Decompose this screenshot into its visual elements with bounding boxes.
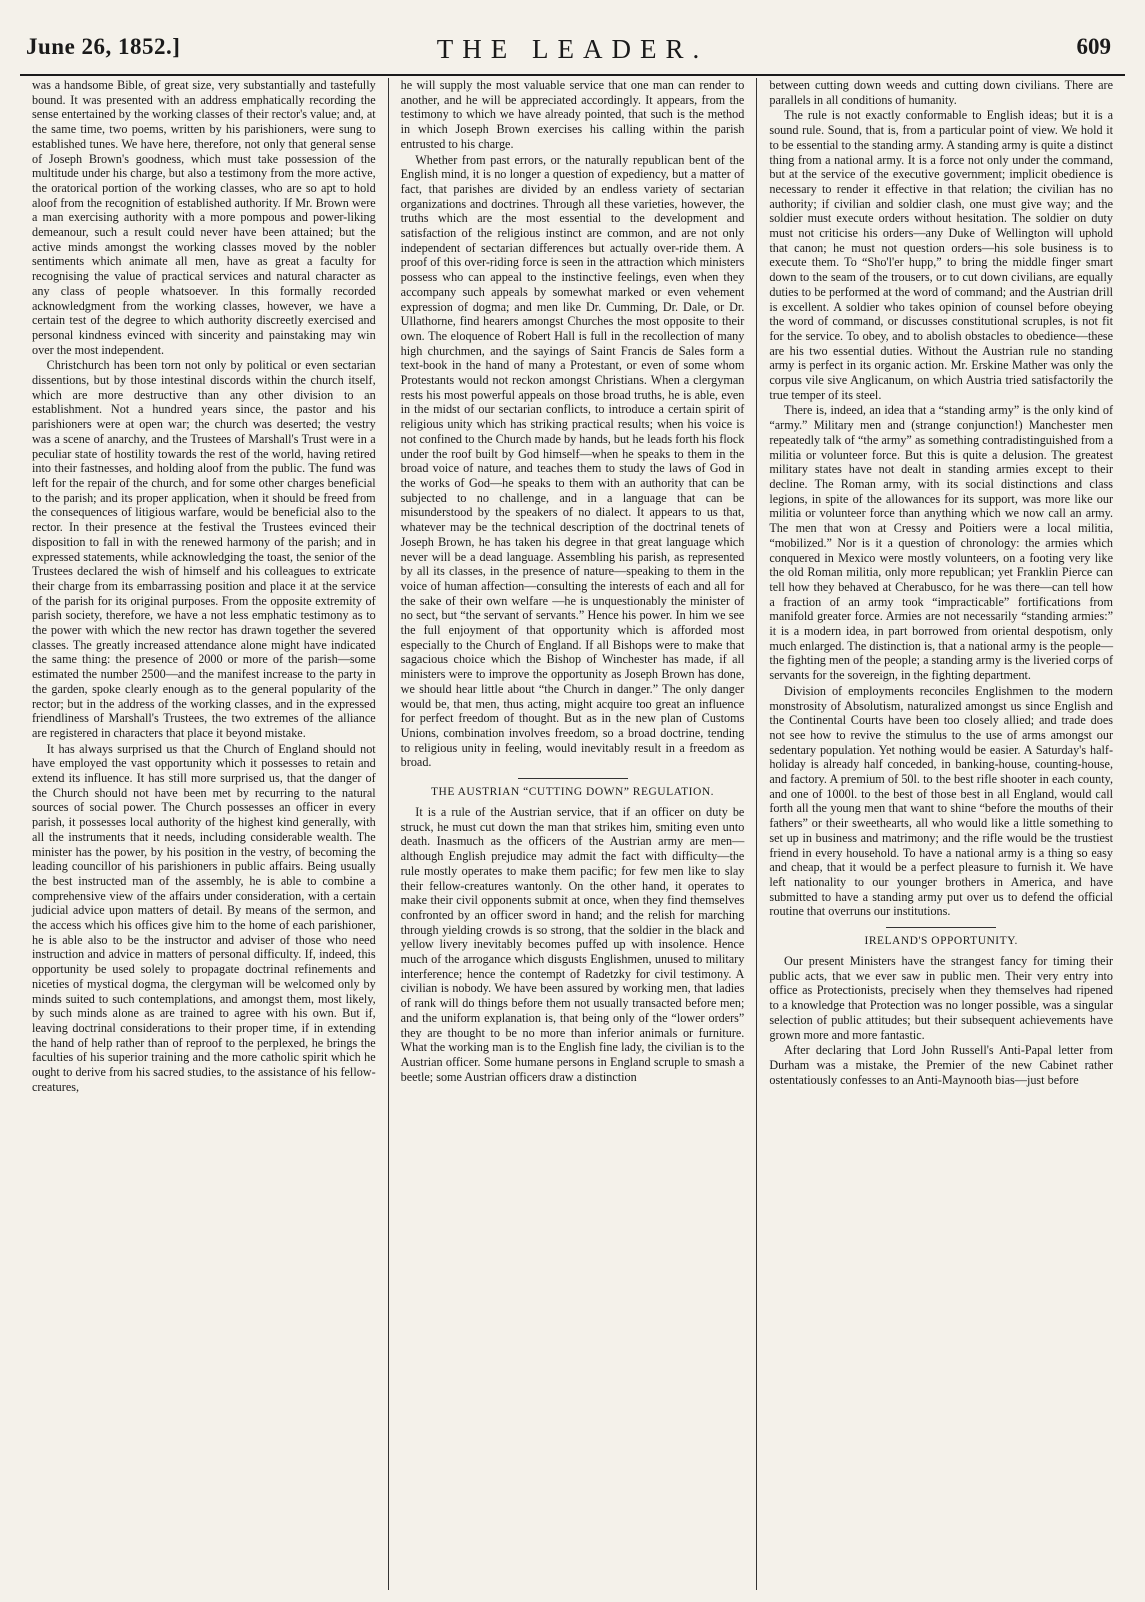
issue-date: June 26, 1852.] — [26, 34, 181, 59]
paragraph: It has always surprised us that the Church of England should not have employed the vast opportunity which it possesses to retain and extend its influence. It has still more surprised us, that the danger of the Church should not have been met by recurring to the natural sources of social power. The Church possesses an officer in every parish, it possesses local authority of the highest kind generally, with all the instruments that it needs, including considerable wealth. The minister has the power, by his position in the vestry, of becoming the leading councillor of his parishioners in public affairs. Being usually the best instructed man of the assembly, he is able to combine a comprehensive view of the affairs under consideration, with a certain judicial advice upon matters of detail. By means of the sermon, and the access which his offices give him to the home of each parishioner, he is able also to be the instructor and adviser of those who need instruction and advice in matters of personal difficulty. If, indeed, this opportunity be used solely to propagate doctrinal refinements and niceties of mystical dogma, the clergyman will be welcomed only by minds suited to such contemplations, and amongst them, most likely, by such minds alone as are trained to agree with his own. But if, leaving doctrinal considerations to their proper time, if in extending the hand of help rather than of reproof to the perplexed, he brings the faculties of his superior training and the more catholic spirit which he ought to derive from his sacred studies, to the assistance of his fellow-creatures, — [32, 741, 376, 1094]
section-divider — [518, 778, 628, 779]
masthead — [20, 28, 1125, 76]
column-2 — [388, 78, 757, 1590]
article-columns — [20, 78, 1125, 1590]
paragraph: he will supply the most valuable service that one man can render to another, and he will be appreciated accordingly. It appears, from the testimony to which we have already pointed, that such is the method in which Joseph Brown exercises his calling within the parish entrusted to his charge. — [400, 78, 745, 151]
article-heading: THE AUSTRIAN “CUTTING DOWN” REGULATION. — [431, 786, 715, 799]
article-heading: IRELAND'S OPPORTUNITY. — [864, 935, 1018, 948]
paragraph: Christchurch has been torn not only by political or even sectarian dissentions, but by those intestinal discords within the church itself, which are more destructive than any other division to an establishment. Not a hundred years since, the pastor and his parishioners were at open war; the church was deserted; the vestry was a scene of anarchy, and the Trustees of Marshall's Trust were in a peculiar state of hostility towards the rest of the world, having retired into their fastnesses, and holding aloof from the public. The fund was left for the repair of the church, and for some other charges beneficial to the parish; and its proper application, when it should be freed from the consequences of litigious warfare, would be beneficial also to the rector. In their presence at the festival the Trustees evinced their disposition to fall in with the renewed harmony of the parish; and in expressed statements, while acknowledging the toast, the senior of the Trustees declared the wish of himself and his colleagues to extricate their charge from its embarrassing position and place it at the service of the parish for its original purposes. From the opposite extremity of parish society, therefore, we have a not less emphatic testimony as to the power with which the new rector has drawn together the severed classes. The greatly increased attendance alone might have indicated the same thing: the presence of 2000 or more of the parish—some estimated the number 2500—and the manifest increase to the party in the garden, spoke clearly enough as to the general popularity of the rector; but in the address of the working classes, and in the expressed friendliness of Marshall's Trustees, the two extremes of the alliance are registered in characters that place it beyond mistake. — [32, 358, 376, 740]
paragraph: It is a rule of the Austrian service, that if an officer on duty be struck, he must cut down the man that strikes him, smiting even unto death. Inasmuch as the officers of the Austrian army are men—although English prejudice may admit the fact with difficulty—the rule mostly operates to make them pacific; for few men like to slay their fellow-creatures wantonly. On the other hand, it operates to make their civil opponents submit at once, when they find themselves confronted by an officer sword in hand; and the relish for marching through yielding crowds is so strong, that the soldier in the black and yellow livery inevitably becomes puffed up with insolence. Hence much of the arrogance which disgusts Englishmen, unused to military interference; hence the contempt of Radetzky for civil testimony. A civilian is nobody. We have been assured by working men, that ladies of rank will do things before them not usually transacted before men; and the uniform explanation is, that being only of the “lower orders” they are thought to be no more than inferior animals or furniture. What the working man is to the English fine lady, the civilian is to the Austrian officer. Some humane persons in England scruple to smash a beetle; some Austrian officers draw a distinction — [400, 805, 745, 1084]
section-divider — [886, 927, 996, 928]
column-1 — [20, 78, 388, 1590]
paragraph: was a handsome Bible, of great size, very substantially and tastefully bound. It was presented with an address emphatically recording the sense entertained by the working classes of their rector's value; and, at the same time, two poems, written by his parishioners, were sung to established tunes. We have here, therefore, not only that general sense of Joseph Brown's goodness, which must take possession of the multitude under his charge, but also a testimony from the more active, the oratorical portion of the working classes, who are so apt to hold aloof from the recognition of established authority. If Mr. Brown were a man exercising authority with a more pompous and power-liking demeanour, such a result could never have been attained; but the active minds amongst the working classes moved by the nobler sentiments which animate all men, have as great a faculty for recognising the value of practical services and natural character as any class of people whatsoever. In this formally recorded acknowledgment from the working classes, however, we have a certain test of the degree to which authority discreetly exercised and personal kindness evinced with sincerity and painstaking may win over the most independent. — [32, 78, 376, 357]
paragraph: between cutting down weeds and cutting down civilians. There are parallels in all conditions of humanity. — [769, 78, 1114, 107]
column-3 — [756, 78, 1125, 1590]
newspaper-title: THE LEADER. — [436, 34, 709, 64]
paragraph: There is, indeed, an idea that a “standing army” is the only kind of “army.” Military men and (strange conjunction!) Manchester men repeatedly talk of “the army” as something contradistinguished from a militia or volunteer force. But this is quite a delusion. The greatest military states have not dealt in standing armies except to their decline. The Roman army, with its social distinctions and class legions, in spite of the allowances for its support, was more like our militia or volunteer force than anything which we now call an army. The men that won at Cressy and Poitiers were a local militia, “mobilized.” Nor is it a question of chronology: the armies which conquered in Mexico were mostly volunteers, on a footing very like the old Roman militia, only more republican; yet Franklin Pierce can tell how they behaved at Cherabusco, for he was there—can tell how a fraction of an army took “impracticable” fortifications from manifold greater force. Armies are not necessarily “standing armies:” it is a modern idea, in part borrowed from oriental despotism, only much enlarged. The distinction is, that a national army is the people—the fighting men of the people; a standing army is the liveried corps of servants for the sovereign, in the fighting department. — [769, 403, 1114, 683]
paragraph: Whether from past errors, or the naturally republican bent of the English mind, it is no longer a question of expediency, but a matter of fact, that parishes are divided by an endless variety of sectarian organizations and doctrines. Through all these varieties, however, the truths which are the most essential to the development and satisfaction of the religious instinct are common, and are not only independent of sectarian differences but actually over-ride them. A proof of this over-riding force is seen in the attraction which ministers possess who can appeal to the instinctive feelings, even when they accompany such appeals by somewhat marked or even vehement expression of dogma; and men like Dr. Cumming, Dr. Dale, or Dr. Ullathorne, find hearers amongst Churches the most opposite to their own. The eloquence of Robert Hall is full in the recollection of many high churchmen, and the sayings of Saint Francis de Sales form a text-book in the hand of many a Protestant, or even of some whom Protestants would not reckon amongst Christians. When a clergyman rests his most powerful appeals on those broad truths, he is able, even in the midst of our sectarian conflicts, to introduce a certain spirit of religious unity which has striking practical results; when his voice is not confined to the Church made by hands, but he leads forth his flock under the roof built by God himself—when he speaks to them in the broad voice of nature, and teaches them to study the laws of God in the works of God—he speaks to them with an authority that can be subjected to no challenge, and in a language that can be misunderstood by the speakers of no dialect. It appears to us that, whatever may be the technical description of the doctrinal tenets of Joseph Brown, he has taken his degree in that great language which never will be a dead language. Assembling his parish, as represented by all its classes, in the presence of nature—speaking to them in the voice of human affection—consulting the interests of each and all for the sake of their own welfare —he is unquestionably the minister of no sect, but “the servant of servants.” Hence his power. In him we see the full enjoyment of that opportunity which is afforded most especially to the Church of England. If all Bishops were to make that sagacious choice which the Bishop of Winchester has made, if all ministers were to improve the opportunity as Joseph Brown has done, we should hear little about “the Church in danger.” The only danger would be, that men, thus acting, might acquire too great an influence for perfect freedom of thought. But as in the new plan of Customs Unions, combination involves freedom, so a broad doctrine, tending to religious unity in feeling, would inevitably result in a freedom as broad. — [400, 152, 745, 770]
paragraph: Our present Ministers have the strangest fancy for timing their public acts, that we ever saw in public men. Their very entry into office as Protectionists, precisely when they themselves had ripened to a knowledge that Protection was no longer possible, was a singular selection of public attitudes; but their subsequent achievements have grown more and more fantastic. — [769, 954, 1114, 1042]
paragraph: The rule is not exactly conformable to English ideas; but it is a sound rule. Sound, that is, from a particular point of view. We hold it to be essential to the standing army. A standing army is quite a distinct thing from a national army. It is a force not only under the command, but at the service of the executive government; implicit obedience is necessary to render it effective in that relation; the civilian has no authority; if civilian and soldier clash, one must give way; and the soldier must execute orders without hesitation. The soldier on duty must not criticise his orders—any Duke of Wellington will uphold that canon; he must not question orders—his sole business is to execute them. To “Sho'l'er hupp,” to bring the middle finger smart down to the seam of the trousers, or to cut down civilians, are equally duties to be performed at the word of command; and the Austrian drill is excellent. A soldier who takes opinion of counsel before obeying the word of command, or discusses constitutional scruples, is not fit for the service. To obey, and to abolish obstacles to obedience—these are his two essential duties. Without the Austrian rule no standing army is perfect in its organic action. Mr. Erskine Mather was only the corpus vile sive Anglicanum, on which Austria tried satisfactorily the true temper of its steel. — [769, 108, 1114, 402]
paragraph: Division of employments reconciles Englishmen to the modern monstrosity of Absolutism, naturalized amongst us since English and the Continental Courts have been too closely allied; and trade does not see how to revive the stimulus to the use of arms amongst our sedentary population. Yet nothing would be easier. A Saturday's half-holiday is already half conceded, in banking-house, counting-house, and factory. A premium of 50l. to the best rifle shooter in each county, and one of 1000l. to the best of those best in all England, would call forth all the young men that want to shine “before the mouths of their fathers” or their sweethearts, all who would like a little something to set up in business and matrimony; and the rifle would be the trustiest friend in every household. To have a national army is a thing so easy and cheap, that it would be a perfect pleasure to furnish it. We have left nationality to our younger brothers in America, and have submitted to have a standing army put over us to defend the official routine that overruns our institutions. — [769, 683, 1114, 919]
paragraph: After declaring that Lord John Russell's Anti-Papal letter from Durham was a mistake, the Premier of the new Cabinet rather ostentatiously confesses to an Anti-Maynooth bias—just before — [769, 1043, 1114, 1087]
page-number: 609 — [1076, 34, 1111, 59]
